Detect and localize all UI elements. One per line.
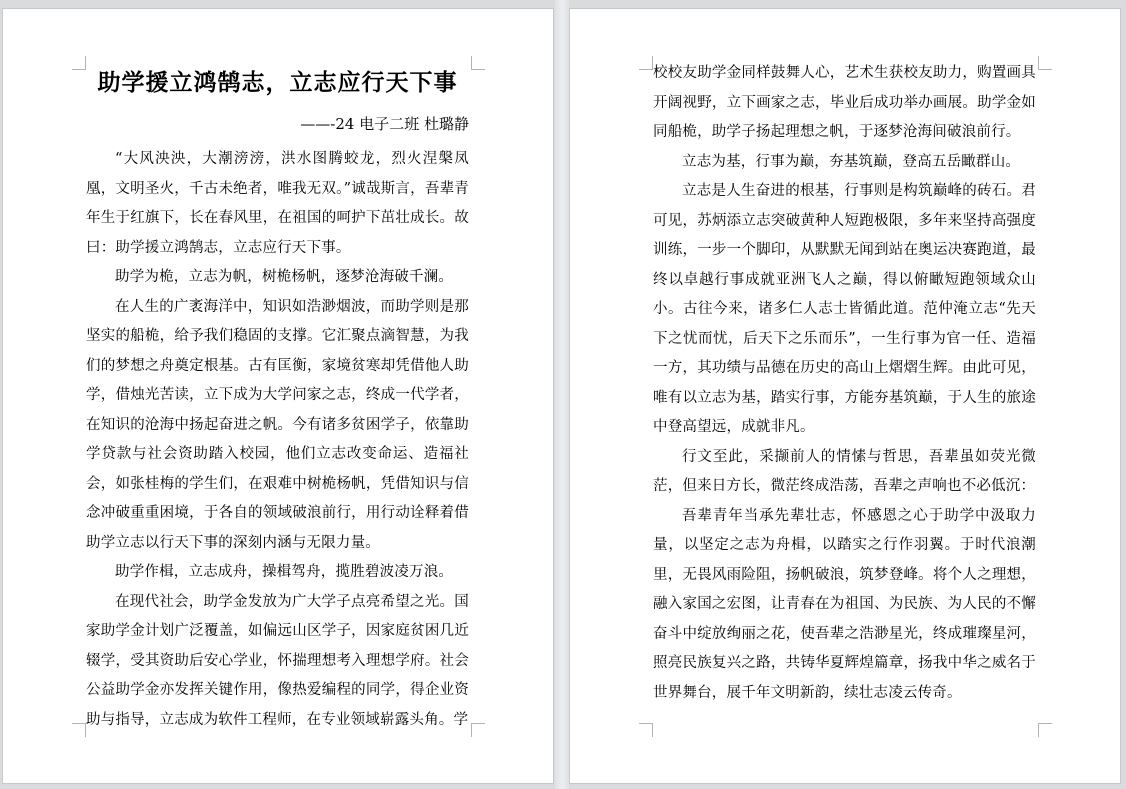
page-1-body[interactable] [86,145,469,735]
margin-mark-top-left [72,56,86,70]
paragraph[interactable]: 在现代社会，助学金发放为广大学子点亮希望之光。国家助学金计划广泛覆盖，如偏远山区学子，因家庭贫困几近辍学，受其资助后安心学业，怀揣理想考入理想学府。社会公益助学金亦发挥关键作用，像热爱编程的同学，得企业资助与指导，立志成为软件工程师，在专业领域崭露头角。学 [86,593,469,728]
margin-mark-bottom-left [72,723,86,737]
paragraph[interactable]: 立志为基，行事为巅，夯基筑巅，登高五岳瞰群山。 [682,153,1021,170]
margin-mark-bottom-right [471,723,485,737]
document-page-2[interactable] [569,8,1121,784]
document-page-1[interactable] [2,8,554,784]
paragraph[interactable]: 助学为桅，立志为帆，树桅杨帆，逐梦沧海破千澜。 [115,269,454,285]
margin-mark-top-right [1038,56,1052,70]
margin-mark-bottom-right [1038,723,1052,737]
page-2-body[interactable] [653,9,1036,708]
paragraph[interactable]: 吾辈青年当承先辈壮志，怀感恩之心于助学中汲取力量，以坚定之志为舟楫，以踏实之行作羽翼。于时代浪潮里，无畏风雨险阻，扬帆破浪，筑梦登峰。将个人之理想，融入家国之宏图，让青春在为祖国、为民族、为人民的不懈奋斗中绽放绚丽之花，使吾辈之浩渺星光，终成璀璨星河，照亮民族复兴之路，共铸华夏辉煌篇章，扬我中华之威名于世界舞台，展千年文明新韵，续壮志凌云传奇。 [653,507,1036,701]
document-byline[interactable]: ——-24 电子二班 杜璐静 [300,115,469,133]
paragraph[interactable]: 立志是人生奋进的根基，行事则是构筑巅峰的砖石。君可见，苏炳添立志突破黄种人短跑极限，多年来坚持高强度训练，一步一个脚印，从默默无闻到站在奥运决赛跑道，最终以卓越行事成就亚洲飞人之巅，得以俯瞰短跑领域众山小。古往今来，诸多仁人志士皆循此道。范仲淹立志“先天下之忧而忧，后天下之乐而乐”，一生行事为官一任、造福一方，其功绩与品德在历史的高山上熠熠生辉。由此可见，唯有以立志为基，踏实行事，方能夯基筑巅，于人生的旅途中登高望远，成就非凡。 [653,183,1036,435]
margin-mark-top-right [471,56,485,70]
paragraph[interactable]: 校校友助学金同样鼓舞人心，艺术生获校友助力，购置画具开阔视野，立下画家之志，毕业后成功举办画展。助学金如同船桅，助学子扬起理想之帆，于逐梦沧海间破浪前行。 [653,65,1036,140]
document-title[interactable]: 助学援立鸿鹄志，立志应行天下事 [97,69,458,96]
margin-mark-top-left [639,56,653,70]
paragraph[interactable]: “大风泱泱，大潮滂滂，洪水图腾蛟龙，烈火涅槃凤凰，文明圣火，千古未绝者，唯我无双。”诚哉斯言，吾辈青年生于红旗下，长在春风里，在祖国的呵护下茁壮成长。故曰：助学援立鸿鹄志，立志应行天下事。 [86,151,469,256]
paragraph[interactable]: 助学作楫，立志成舟，操楫驾舟，揽胜碧波凌万浪。 [115,564,454,580]
margin-mark-bottom-left [639,723,653,737]
paragraph[interactable]: 行文至此，采撷前人的情愫与哲思，吾辈虽如荧光微茫，但来日方长，微茫终成浩荡，吾辈之声响也不必低沉： [653,448,1036,494]
page-gap [555,0,569,789]
paragraph[interactable]: 在人生的广袤海洋中，知识如浩渺烟波，而助学则是那坚实的船桅，给予我们稳固的支撑。它汇聚点滴智慧，为我们的梦想之舟奠定根基。古有匡衡，家境贫寒却凭借他人助学，借烛光苦读，立下成为大学问家之志，终成一代学者，在知识的沧海中扬起奋进之帆。今有诸多贫困学子，依靠助学贷款与社会资助踏入校园，他们立志改变命运、造福社会，如张桂梅的学生们，在艰难中树桅杨帆，凭借知识与信念冲破重重困境，于各自的领域破浪前行，用行动诠释着借助学立志以行天下事的深刻内涵与无限力量。 [86,298,469,551]
